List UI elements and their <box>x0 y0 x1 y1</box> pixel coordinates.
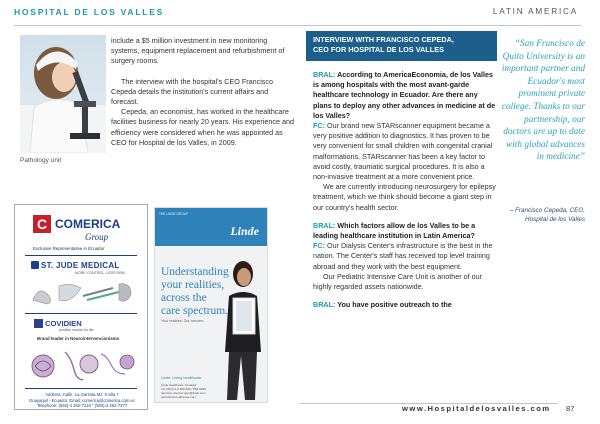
ad-divider <box>25 255 137 256</box>
linde-logo: Linde <box>230 224 259 238</box>
comerica-address: Address: Calle. La Garzota Mz. 5 villa 7 Guayaquil - Ecuador. Email: comerica@comerica.com.ec Telephone: (593)-4 262-7216 * (593)-4 262-7377 <box>29 392 135 409</box>
linde-slogan: Linde: Living healthcare. <box>161 376 203 380</box>
covidien-logo: COVIDIEN <box>45 319 82 328</box>
question-tag: BRAL: <box>313 300 336 310</box>
answer-tag: FC: <box>313 121 325 131</box>
page-number: 87 <box>566 404 575 413</box>
comerica-logo: C COMERICA <box>33 215 120 233</box>
covidien-icon <box>34 319 43 328</box>
comerica-ad[interactable] <box>14 204 148 410</box>
lab-technician-image <box>20 35 106 153</box>
footer-url[interactable]: www.Hospitaldelosvalles.com <box>402 404 551 413</box>
interview-column <box>313 70 497 310</box>
interview-banner <box>306 31 497 61</box>
answer-tag: FC: <box>313 241 325 251</box>
comerica-group-label: Group <box>85 232 109 242</box>
linde-ad[interactable] <box>154 207 268 403</box>
ad-divider <box>25 313 137 314</box>
banner-line-1: INTERVIEW WITH FRANCISCO CEPEDA, <box>313 35 454 44</box>
region-label: LATIN AMERICA <box>492 7 578 16</box>
st-jude-tagline: MORE CONTROL. LESS RISK. <box>75 271 126 275</box>
linde-tagline: Your realities. Our concern. <box>161 319 205 323</box>
banner-line-2: CEO FOR HOSPITAL DE LOS VALLES <box>313 45 444 54</box>
businesswoman-image <box>211 252 268 403</box>
comerica-c-icon: C <box>33 215 51 233</box>
header-divider <box>14 25 581 26</box>
answer-2: FC: Our Dialysis Center's infrastructure is the best in the nation. The Center's staff has received top level training abroad and they work with the best equipment. <box>313 241 493 271</box>
answer-1: FC: Our brand new STARscanner equipment became a very positive addition to diagnostics. It has proven to be very convenient for small children with congenital cranial malformations. STARscanner has been a key factor to avoid costly, traumatic surgical procedures. It is also a non-invasive treatment at a more convenient price. <box>313 121 493 182</box>
brand-leader-text: Brand leader in Neurointervencionismo <box>37 336 120 341</box>
medical-devices-image <box>27 278 137 308</box>
ad-divider <box>25 388 137 389</box>
st-jude-logo: ST. JUDE MEDICAL <box>41 261 120 270</box>
st-jude-icon <box>31 261 39 269</box>
answer-1-continued: We are currently introducing neurosurgery for epilepsy treatment, which we think should become a giant step in our country's health sector. <box>313 182 496 212</box>
intro-column <box>111 36 296 148</box>
question-tag: BRAL: <box>313 220 336 230</box>
section-title: HOSPITAL DE LOS VALLES <box>14 7 165 17</box>
pathology-photo <box>20 35 106 153</box>
linde-contact: Linde Healthcare, Ecuador Tel: (593)-2-2 ###-### / ###-#### atencion.clientes.lgec@linde.com www.linde-healthcare.com <box>161 383 206 399</box>
photo-caption: Pathology unit <box>20 157 62 164</box>
exclusive-representative: Exclusive Representative in Ecuador <box>33 246 105 251</box>
intro-paragraph-3: Cepeda, an economist, has worked in the healthcare facilities business for nearly 20 years. His experience and efficiency were considered when he was appointed as CEO for Hospital de los Valles, in 2009. <box>111 107 294 147</box>
question-2: BRAL: Which factors allow de los Valles to be a leading healthcare institution in Latin America? <box>313 220 476 241</box>
neuro-coils-image <box>25 344 139 384</box>
question-3: BRAL: You have positive outreach to the <box>313 300 452 310</box>
linde-group-label: THE LINDE GROUP <box>159 212 189 216</box>
quote-attribution: – Francisco Cepeda, CEO, Hospital de los Valles <box>509 207 585 223</box>
intro-paragraph-1: include a $5 million investment in new monitoring systems, equipment replacement and refurbishment of surgery rooms. <box>111 36 285 66</box>
linde-headline: Understanding your realities, across the care spectrum. <box>161 266 229 317</box>
pull-quote: “San Francisco de Quito University is an important partner and Ecuador's most prominent private college. Thanks to our partnership, our doctors are up to date with global advances in medicine” <box>501 39 585 163</box>
answer-2-continued: Our Pediatric Intensive Care Unit is another of our highly regarded assets nationwide. <box>313 271 482 292</box>
intro-paragraph-2: The interview with the hospital's CEO Francisco Cepeda details the institution's current affairs and forecast. <box>111 76 273 107</box>
question-tag: BRAL: <box>313 70 336 79</box>
covidien-tagline: positive results for life <box>59 328 94 332</box>
question-1: BRAL: According to AmericaEconomia, de los Valles is among hospitals with the most avant-garde healthcare technology in Ecuador. Are there any plans to deploy any other advances in medicine at de los Valles? <box>313 70 496 120</box>
